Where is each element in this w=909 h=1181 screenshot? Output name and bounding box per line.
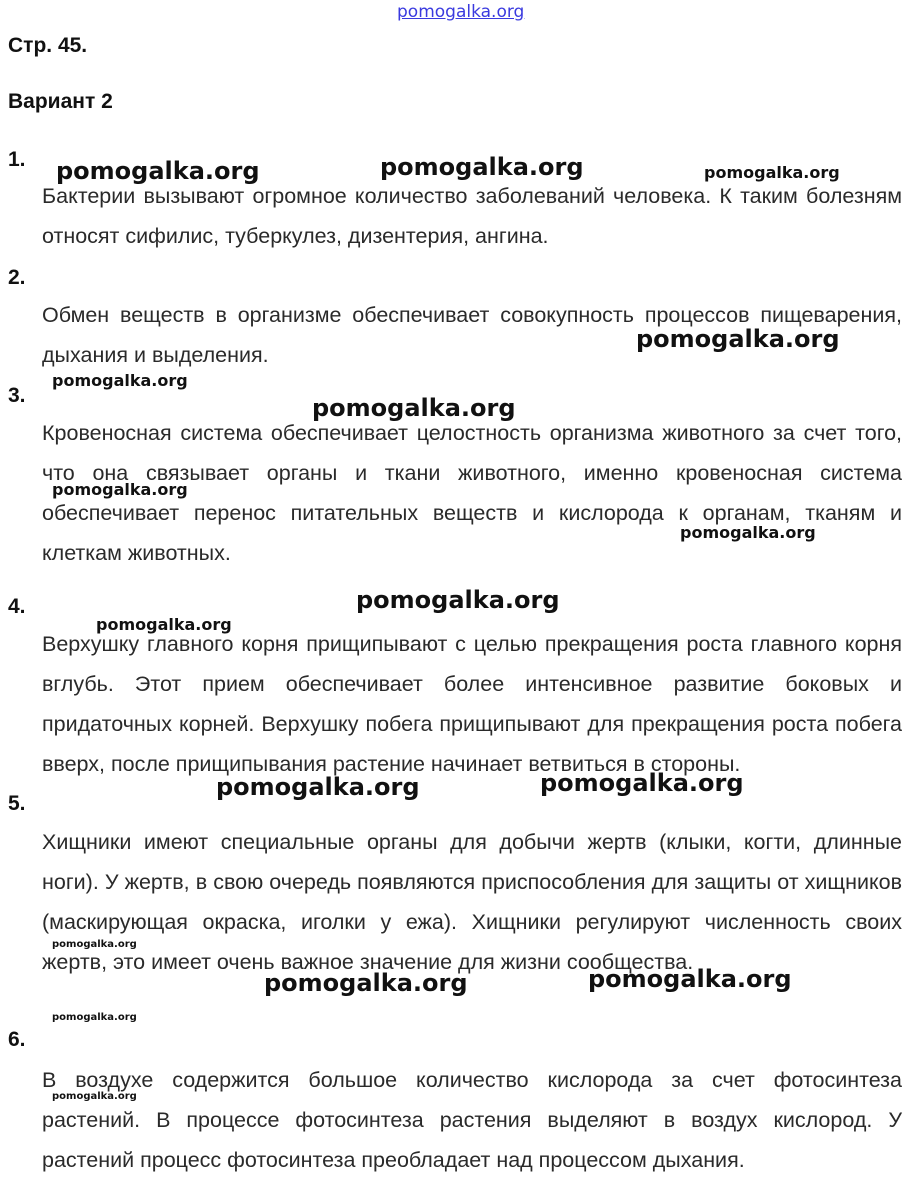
watermark: pomogalka.org [636,325,840,353]
watermark: pomogalka.org [264,969,468,997]
watermark: pomogalka.org [52,939,137,950]
item-number: 1. [8,148,26,171]
watermark: pomogalka.org [356,586,560,614]
variant-label: Вариант 2 [8,90,113,113]
item-text: Хищники имеют специальные органы для добычи жертв (клыки, когти, длинные ноги). У жертв, в свою очередь появляются приспособления для защиты от хищников (маскирующая окраска, иголки у ежа). Хищники регулируют численность своих жертв, это имеет очень важное значение для жизни сообщества. [42,830,902,974]
page-label: Стр. 45. [8,34,88,57]
item-number: 3. [8,384,26,407]
watermark: pomogalka.org [380,153,584,181]
watermark-top-link[interactable]: pomogalka.org [397,2,525,22]
item-text: Обмен веществ в организме обеспечивает совокупность процессов пищеварения, дыхания и выделения. [42,303,902,367]
item-text: В воздухе содержится большое количество кислорода за счет фотосинтеза растений. В процессе фотосинтеза растения выделяют в воздух кислород. У растений процесс фотосинтеза преобладает над процессом дыхания. [42,1068,902,1172]
watermark: pomogalka.org [96,615,232,634]
item-number: 6. [8,1028,26,1051]
item-number: 4. [8,595,26,618]
watermark: pomogalka.org [52,1012,137,1023]
item-text: Кровеносная система обеспечивает целостность организма животного за счет того, что она связывает органы и ткани животного, именно кровеносная система обеспечивает перенос питательных веществ и кислорода к органам, тканям и клеткам животных. [42,421,902,565]
watermark: pomogalka.org [312,394,516,422]
watermark: pomogalka.org [588,965,792,993]
watermark: pomogalka.org [540,769,744,797]
watermark: pomogalka.org [704,163,840,182]
watermark: pomogalka.org [56,157,260,185]
item-number: 2. [8,266,26,289]
watermark: pomogalka.org [216,773,420,801]
item-text: Верхушку главного корня прищипывают с целью прекращения роста главного корня вглубь. Этот прием обеспечивает более интенсивное развитие боковых и придаточных корней. Верхушку побега прищипывают для прекращения роста побега вверх, после прищипывания растение начинает ветвиться в стороны. [42,632,902,776]
item-number: 5. [8,792,26,815]
item-text: Бактерии вызывают огромное количество заболеваний человека. К таким болезням относят сифилис, туберкулез, дизентерия, ангина. [42,184,902,248]
watermark: pomogalka.org [52,371,188,390]
watermark: pomogalka.org [52,480,188,499]
watermark: pomogalka.org [52,1091,137,1102]
watermark: pomogalka.org [680,523,816,542]
